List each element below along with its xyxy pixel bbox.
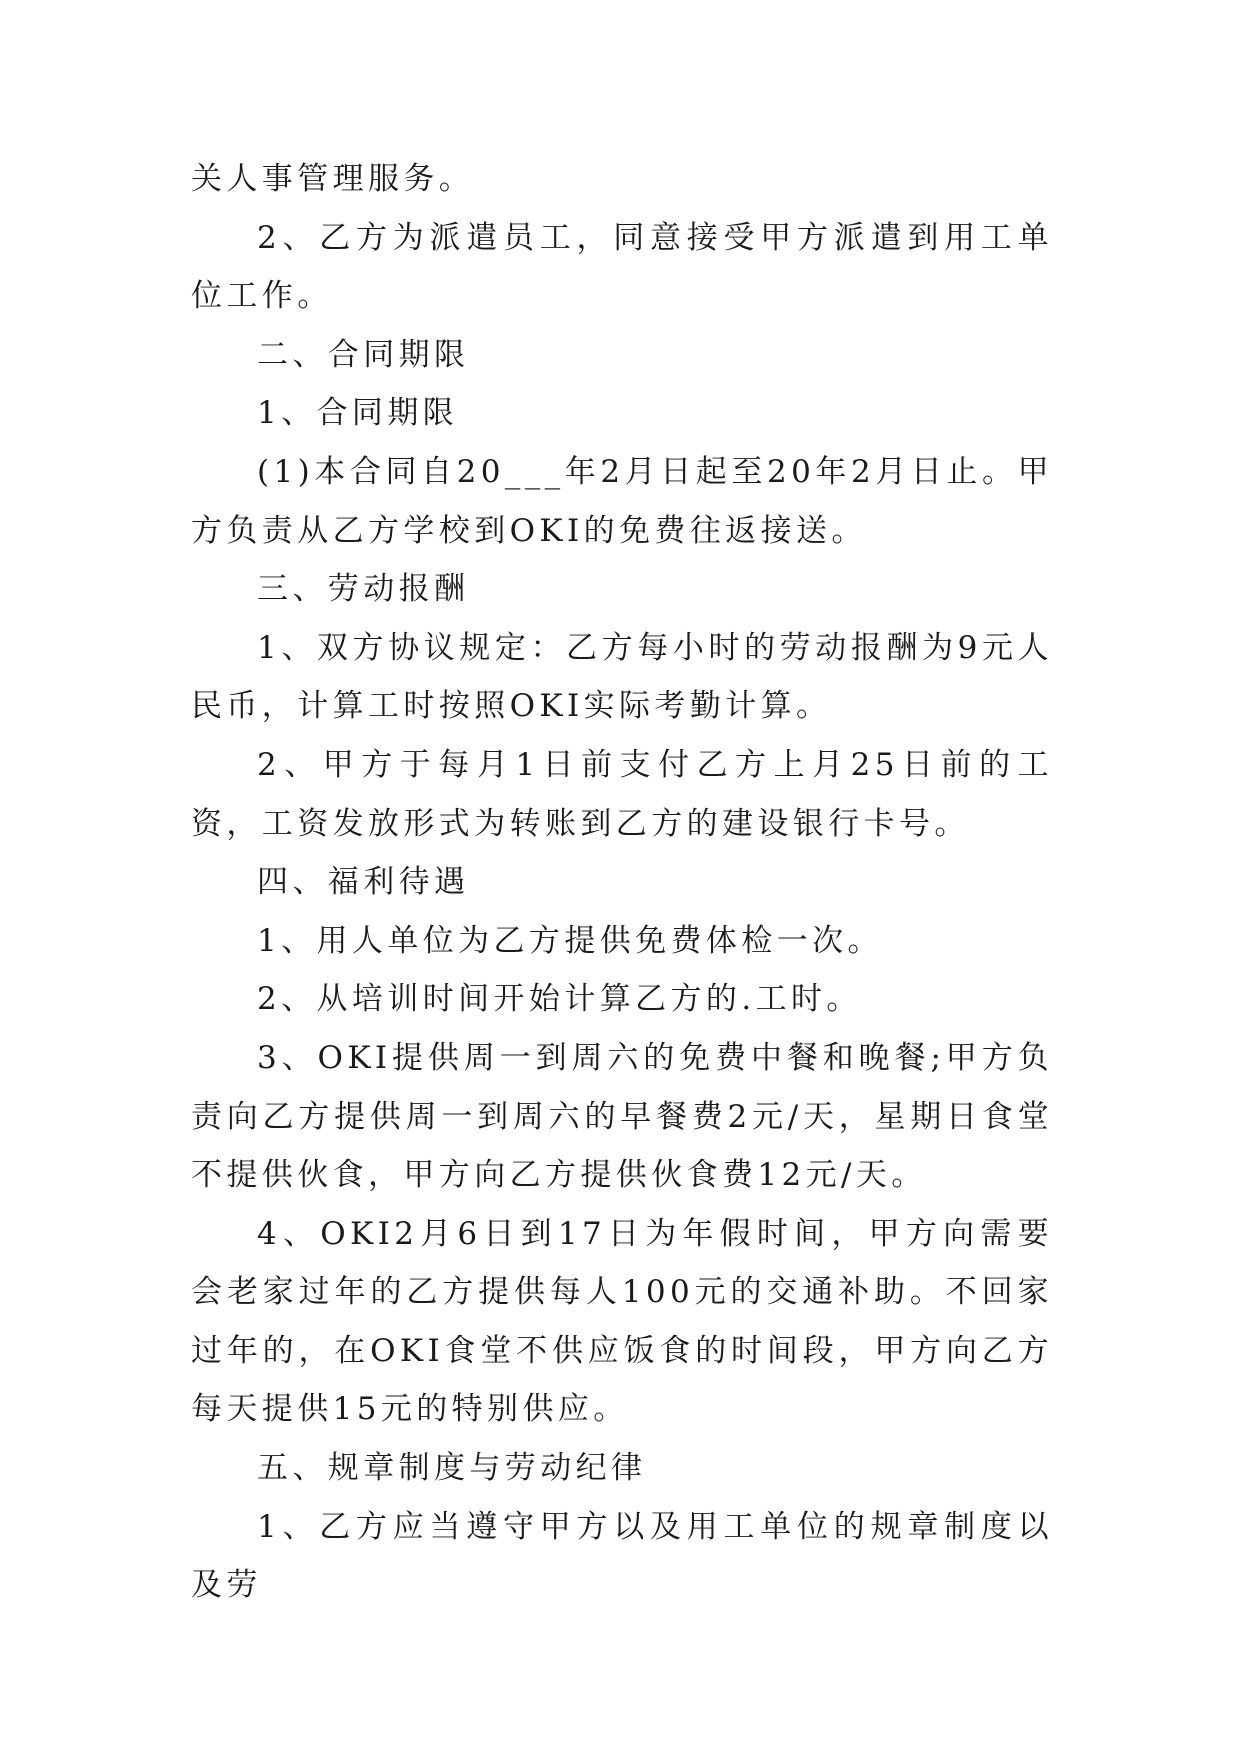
subsection-heading-contract-term: 1、合同期限 bbox=[257, 395, 459, 432]
document-page bbox=[191, 150, 1053, 1615]
paragraph-comply-rules: 1、乙方应当遵守甲方以及用工单位的规章制度以及劳 bbox=[191, 1508, 1053, 1604]
paragraph-contract-dates: (1)本合同自20___年2月日起至20年2月日止。甲方负责从乙方学校到OKI的免费往返接送。 bbox=[191, 453, 1053, 549]
section-heading-contract-term: 二、合同期限 bbox=[257, 336, 470, 373]
paragraph-holiday-allowance: 4、OKI2月6日到17日为年假时间，甲方向需要会老家过年的乙方提供每人100元的交通补助。不回家过年的，在OKI食堂不供应饭食的时间段，甲方向乙方每天提供15元的特别供应。 bbox=[191, 1215, 1053, 1428]
paragraph-training-hours: 2、从培训时间开始计算乙方的.工时。 bbox=[257, 981, 862, 1018]
paragraph-continuation: 关人事管理服务。 bbox=[191, 161, 475, 197]
paragraph-pay-schedule: 2、甲方于每月1日前支付乙方上月25日前的工资，工资发放形式为转账到乙方的建设银行卡号。 bbox=[191, 746, 1053, 842]
section-heading-rules-discipline: 五、规章制度与劳动纪律 bbox=[257, 1450, 647, 1487]
paragraph-hourly-pay: 1、双方协议规定：乙方每小时的劳动报酬为9元人民币，计算工时按照OKI实际考勤计算。 bbox=[191, 629, 1053, 725]
paragraph-dispatch-consent: 2、乙方为派遣员工，同意接受甲方派遣到用工单位工作。 bbox=[191, 219, 1053, 315]
section-heading-remuneration: 三、劳动报酬 bbox=[257, 571, 470, 608]
section-heading-benefits: 四、福利待遇 bbox=[257, 864, 470, 901]
paragraph-meals: 3、OKI提供周一到周六的免费中餐和晚餐;甲方负责向乙方提供周一到周六的早餐费2元/天，星期日食堂不提供伙食，甲方向乙方提供伙食费12元/天。 bbox=[191, 1039, 1053, 1194]
paragraph-health-check: 1、用人单位为乙方提供免费体检一次。 bbox=[257, 922, 883, 959]
